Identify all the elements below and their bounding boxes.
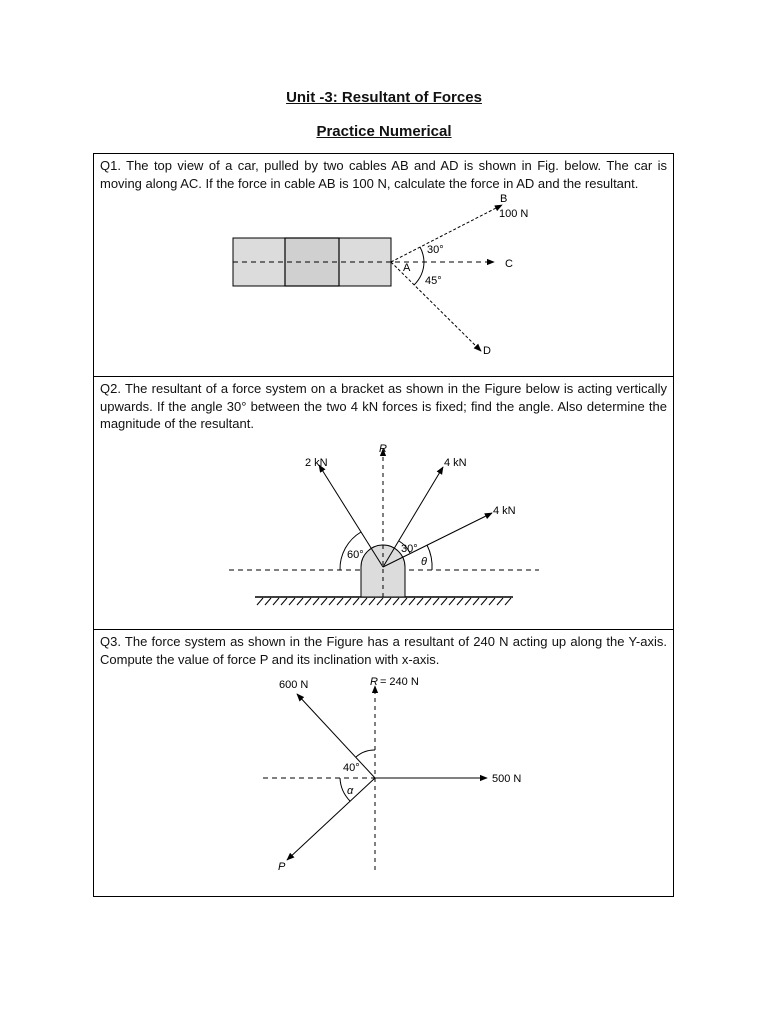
label-r-value: = 240 N [379, 676, 419, 688]
question-3-box [93, 629, 674, 897]
label-angle-60: 60° [347, 549, 364, 561]
angle-arc-30 [420, 247, 424, 262]
question-1-text: Q1. The top view of a car, pulled by two cables AB and AD is shown in Fig. below. The car is moving along AC. If the force in cable AB is 100 N, calculate the force in AD and the resultant. [100, 158, 667, 191]
page-subtitle: Practice Numerical [316, 123, 452, 140]
q2-figure [94, 377, 675, 631]
label-4kn-lower: 4 kN [493, 505, 516, 517]
label-r-q2: R [379, 443, 387, 455]
question-2-text: Q2. The resultant of a force system on a bracket as shown in the Figure below is acting vertically upwards. If the angle 30° between the two 4 kN forces is fixed; find the angle. Also determine the magnitude of the resultant. [100, 381, 667, 431]
force-p [287, 778, 375, 860]
page-title: Unit -3: Resultant of Forces [286, 89, 482, 106]
label-angle-45: 45° [425, 275, 442, 287]
label-100n: 100 N [499, 208, 529, 220]
label-d: D [483, 345, 491, 357]
label-500n: 500 N [492, 773, 522, 785]
angle-arc-40 [356, 750, 375, 757]
question-3-text: Q3. The force system as shown in the Figure has a resultant of 240 N acting up along the Y-axis. Compute the value of force P and its inclination with x-axis. [100, 634, 667, 667]
label-angle-30-q2: 30° [401, 543, 418, 555]
label-alpha: α [347, 785, 354, 797]
label-b: B [500, 193, 508, 205]
angle-arc-theta [427, 545, 432, 570]
label-c: C [505, 258, 513, 270]
label-600n: 600 N [279, 679, 309, 691]
question-2-box [93, 376, 674, 630]
label-angle-40: 40° [343, 762, 360, 774]
force-600n [297, 694, 375, 778]
label-a: A [403, 262, 411, 274]
car-body [233, 238, 391, 286]
label-angle-30: 30° [427, 244, 444, 256]
label-4kn-upper: 4 kN [444, 457, 467, 469]
label-2kn: 2 kN [305, 457, 328, 469]
label-theta: θ [421, 556, 427, 568]
q3-figure [94, 630, 675, 898]
question-1-box [93, 153, 674, 377]
ground-hatching [257, 598, 511, 605]
cable-ab [391, 205, 502, 262]
label-r-symbol: R [370, 676, 378, 688]
angle-arc-45 [414, 262, 424, 285]
label-r-q3 [370, 676, 419, 688]
label-p: P [278, 861, 286, 873]
q1-figure [94, 154, 675, 378]
